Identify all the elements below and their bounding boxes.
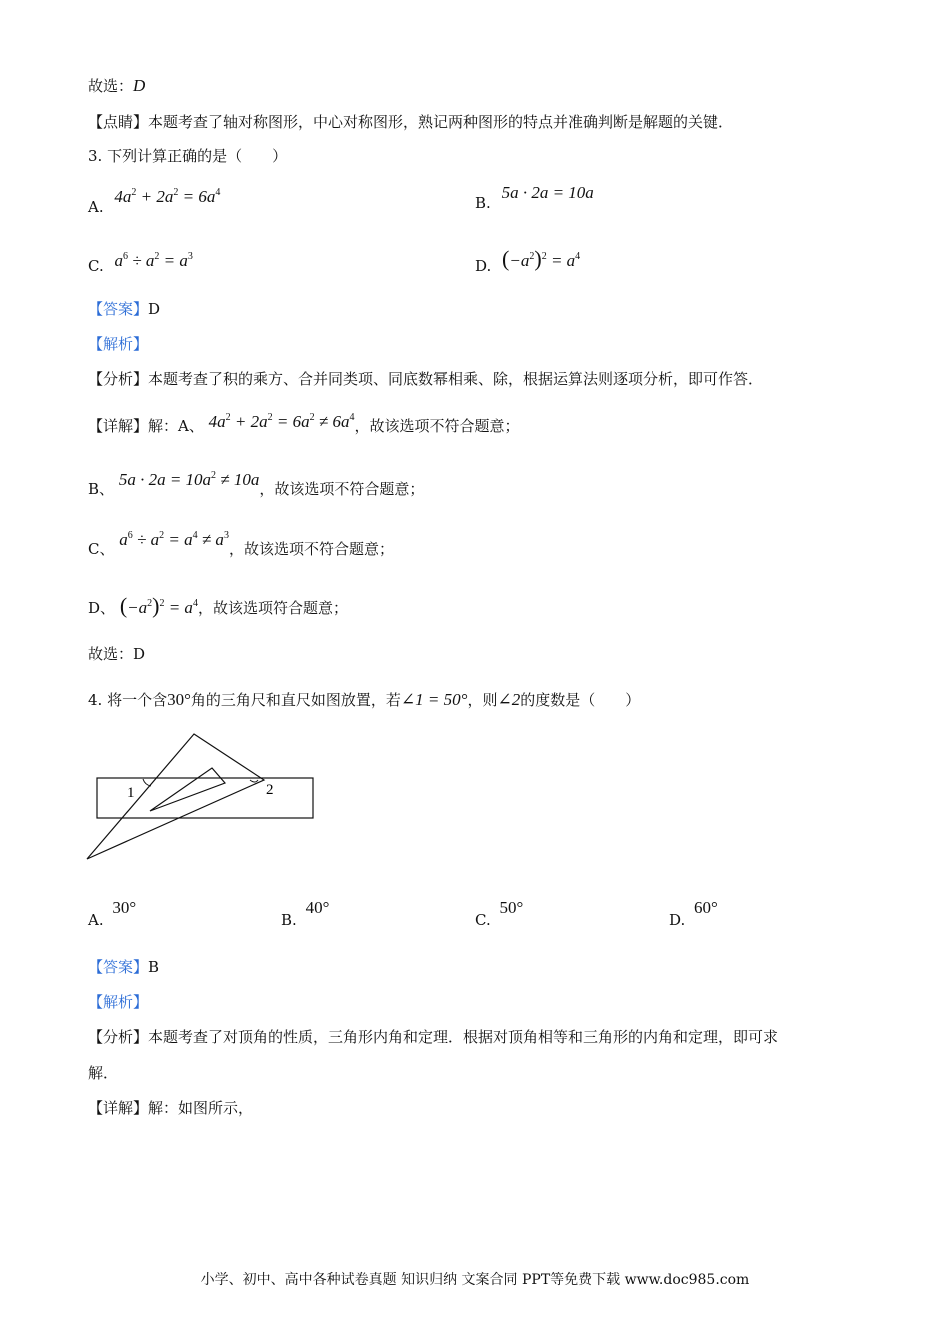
q4-option-a: A. 30° [88,898,137,929]
q3-conclusion: 故选：D [88,645,146,663]
inner-triangle [150,768,225,811]
q3-detail-b: B、 $5a \cdot 2a = 10a^2 \ne 10a$，故该选项不符合题意； [88,470,425,498]
q3-answer-tag: 【答案】 [88,300,149,318]
q3-answer-line [88,299,160,319]
q4-option-d: D. 60° [669,898,718,929]
q3-answer: D [148,300,161,318]
q3-option-d: D. $(-a^2)^2 = a^4$ [475,246,581,275]
outer-triangle [87,734,264,859]
prev-answer-letter: D [133,76,146,95]
q3-detail-d: D、 $(-a^2)^2 = a^4$，故该选项符合题意； [88,593,348,618]
page-footer: 小学、初中、高中各种试卷真题 知识归纳 文案合同 PPT等免费下载 www.doc985.com [200,1272,750,1288]
q4-xiangjie-line: 【详解】解：如图所示， [88,1099,254,1117]
angle-1-label: 1 [127,785,135,801]
dianjing-line [88,112,733,132]
q3-detail-a: 【详解】解：A、 $4a^2 + 2a^2 = 6a^2 \ne 6a^4$，故该选项不符合题意； [88,412,520,435]
prev-conclusion: 故选：D [88,76,146,95]
q3-option-a: A. $4a^2 + 2a^2 = 6a^4$ [88,187,221,216]
q4-answer-line [88,957,159,977]
q4-answer: B [148,958,160,976]
q3-stem: 3. 下列计算正确的是（ ） [88,147,288,165]
q3-option-c: C. $a^6 \div a^2 = a^3$ [88,251,193,275]
q4-jiexi-tag: 【解析】 [88,993,149,1011]
q4-fenxi-line: 【分析】本题考查了对顶角的性质，三角形内角和定理．根据对顶角相等和三角形的内角和定理，即可求 [88,1028,779,1046]
q4-stem: 4. 将一个含30°角的三角尺和直尺如图放置，若∠1 = 50°，则∠2的度数是（ ） [88,690,641,709]
q3-fenxi-line: 【分析】本题考查了积的乘方、合并同类项、同底数幂相乘、除，根据运算法则逐项分析，即可作答． [88,370,764,388]
q3-jiexi-tag: 【解析】 [88,335,149,353]
q3-detail-c: C、 $a^6 \div a^2 = a^4 \ne a^3$，故该选项不符合题意； [88,530,394,558]
q4-answer-tag: 【答案】 [88,958,149,976]
q3-option-b: B. 5a · 2a = 10a [475,183,594,212]
q4-option-b: B. 40° [281,898,330,929]
dianjing-text: 本题考查了轴对称图形，中心对称图形，熟记两种图形的特点并准确判断是解题的关键． [148,113,734,131]
q4-figure-ruler-triangle [82,728,322,868]
angle-2-label: 2 [266,782,274,798]
dianjing-tag: 【点睛】 [88,113,149,131]
q4-fenxi-line-2: 解． [88,1064,119,1082]
q4-option-c: C. 50° [475,898,524,929]
angle-2-arc [250,780,258,782]
